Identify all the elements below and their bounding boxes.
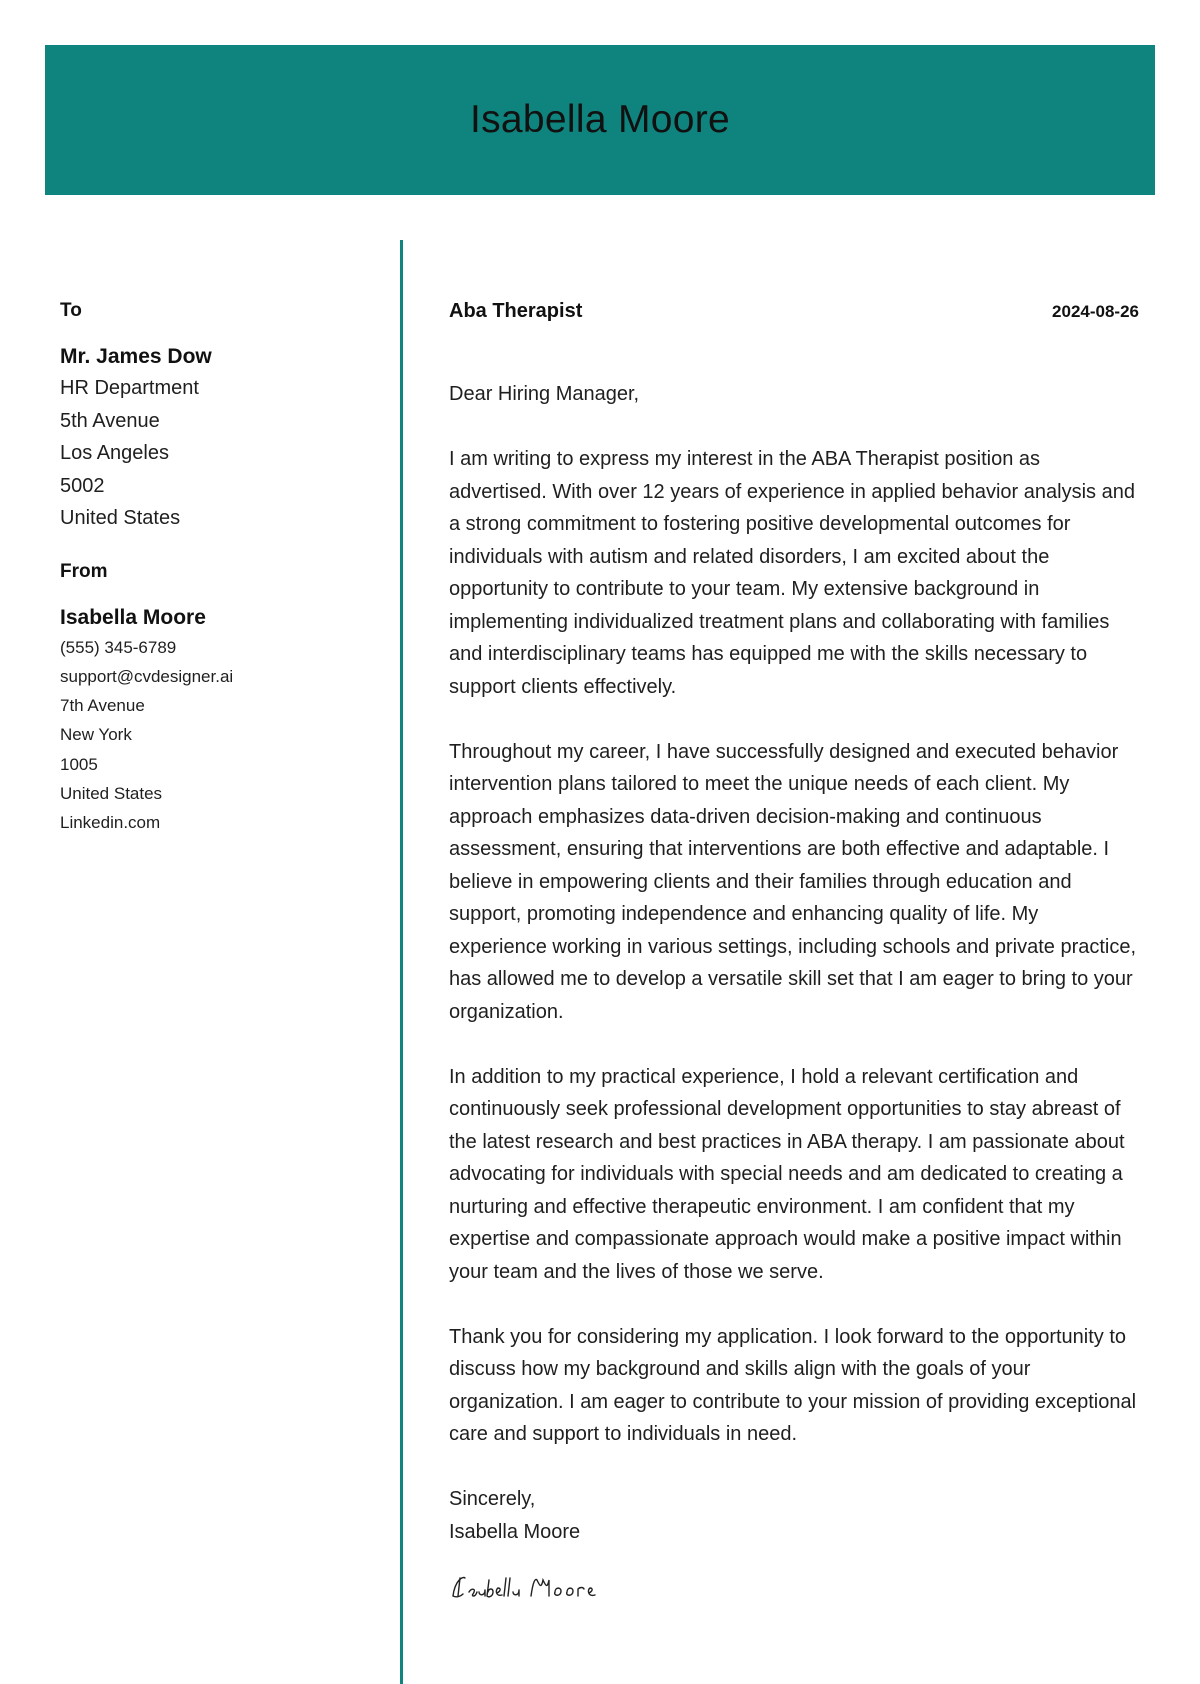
column-divider — [400, 240, 403, 1684]
job-title: Aba Therapist — [449, 300, 583, 322]
letter-body — [449, 300, 1139, 1606]
header-name: Isabella Moore — [469, 98, 730, 141]
recipient-street: 5th Avenue — [60, 409, 160, 432]
closing-salutation: Sincerely, — [449, 1488, 536, 1510]
paragraph-certification: In addition to my practical experience, I hold a relevant certification and continuously seek professional development opportunities to stay abreast of the latest research and best practices in ABA therapy. I am passionate about advocating for individuals with special needs and am dedicated to creating a nurturing and effective therapeutic environment. I am confident that my expertise and compassionate approach would make a positive impact within your team and the lives of those we serve. — [449, 1065, 1125, 1283]
paragraph-thanks: Thank you for considering my application. I look forward to the opportunity to discuss how my background and skills align with the goals of your organization. I am eager to contribute to your mission of providing exceptional care and support to individuals in need. — [449, 1325, 1137, 1445]
sender-phone: (555) 345-6789 — [60, 637, 177, 657]
sender-postal-code: 1005 — [60, 754, 98, 774]
recipient-department: HR Department — [60, 377, 199, 399]
recipient-heading: To — [60, 300, 82, 321]
closing-name: Isabella Moore — [449, 1520, 581, 1543]
recipient-postal-code: 5002 — [60, 474, 105, 497]
recipient-country: United States — [60, 507, 181, 529]
sidebar — [60, 300, 380, 838]
sender-country: United States — [60, 783, 163, 803]
sender-contact — [60, 633, 380, 838]
recipient-address — [60, 372, 380, 535]
letter-date: 2024-08-26 — [1052, 302, 1139, 321]
sender-linkedin: Linkedin.com — [60, 813, 161, 833]
signature — [449, 1566, 1139, 1606]
sender-street: 7th Avenue — [60, 696, 145, 716]
sender-heading: From — [60, 560, 108, 582]
sender-city: New York — [60, 725, 132, 745]
recipient-city: Los Angeles — [60, 442, 169, 464]
recipient-name: Mr. James Dow — [60, 345, 212, 368]
header-banner — [45, 45, 1155, 195]
greeting: Dear Hiring Manager, — [449, 383, 640, 405]
paragraph-career: Throughout my career, I have successfully designed and executed behavior intervention plans tailored to meet the unique needs of each client. My approach emphasizes data-driven decision-making and continuous assessment, ensuring that interventions are both effective and adaptable. I believe in empowering clients and their families through education and support, promoting independence and enhancing quality of life. My experience working in various settings, including schools and private practice, has allowed me to develop a versatile skill set that I am eager to bring to your organization. — [449, 740, 1137, 1023]
sender-email: support@cvdesigner.ai — [60, 666, 234, 686]
paragraph-intro: I am writing to express my interest in the ABA Therapist position as advertised. With over 12 years of experience in applied behavior analysis and a strong commitment to fostering positive developmental outcomes for individuals with autism and related disorders, I am excited about the opportunity to contribute to your team. My extensive background in implementing individualized treatment plans and collaborating with families and interdisciplinary teams has equipped me with the skills necessary to support clients effectively. — [449, 448, 1135, 698]
sender-name: Isabella Moore — [60, 605, 206, 629]
closing — [449, 1483, 1139, 1548]
letter-topline — [449, 300, 1139, 330]
signature-scribble — [449, 1566, 649, 1606]
